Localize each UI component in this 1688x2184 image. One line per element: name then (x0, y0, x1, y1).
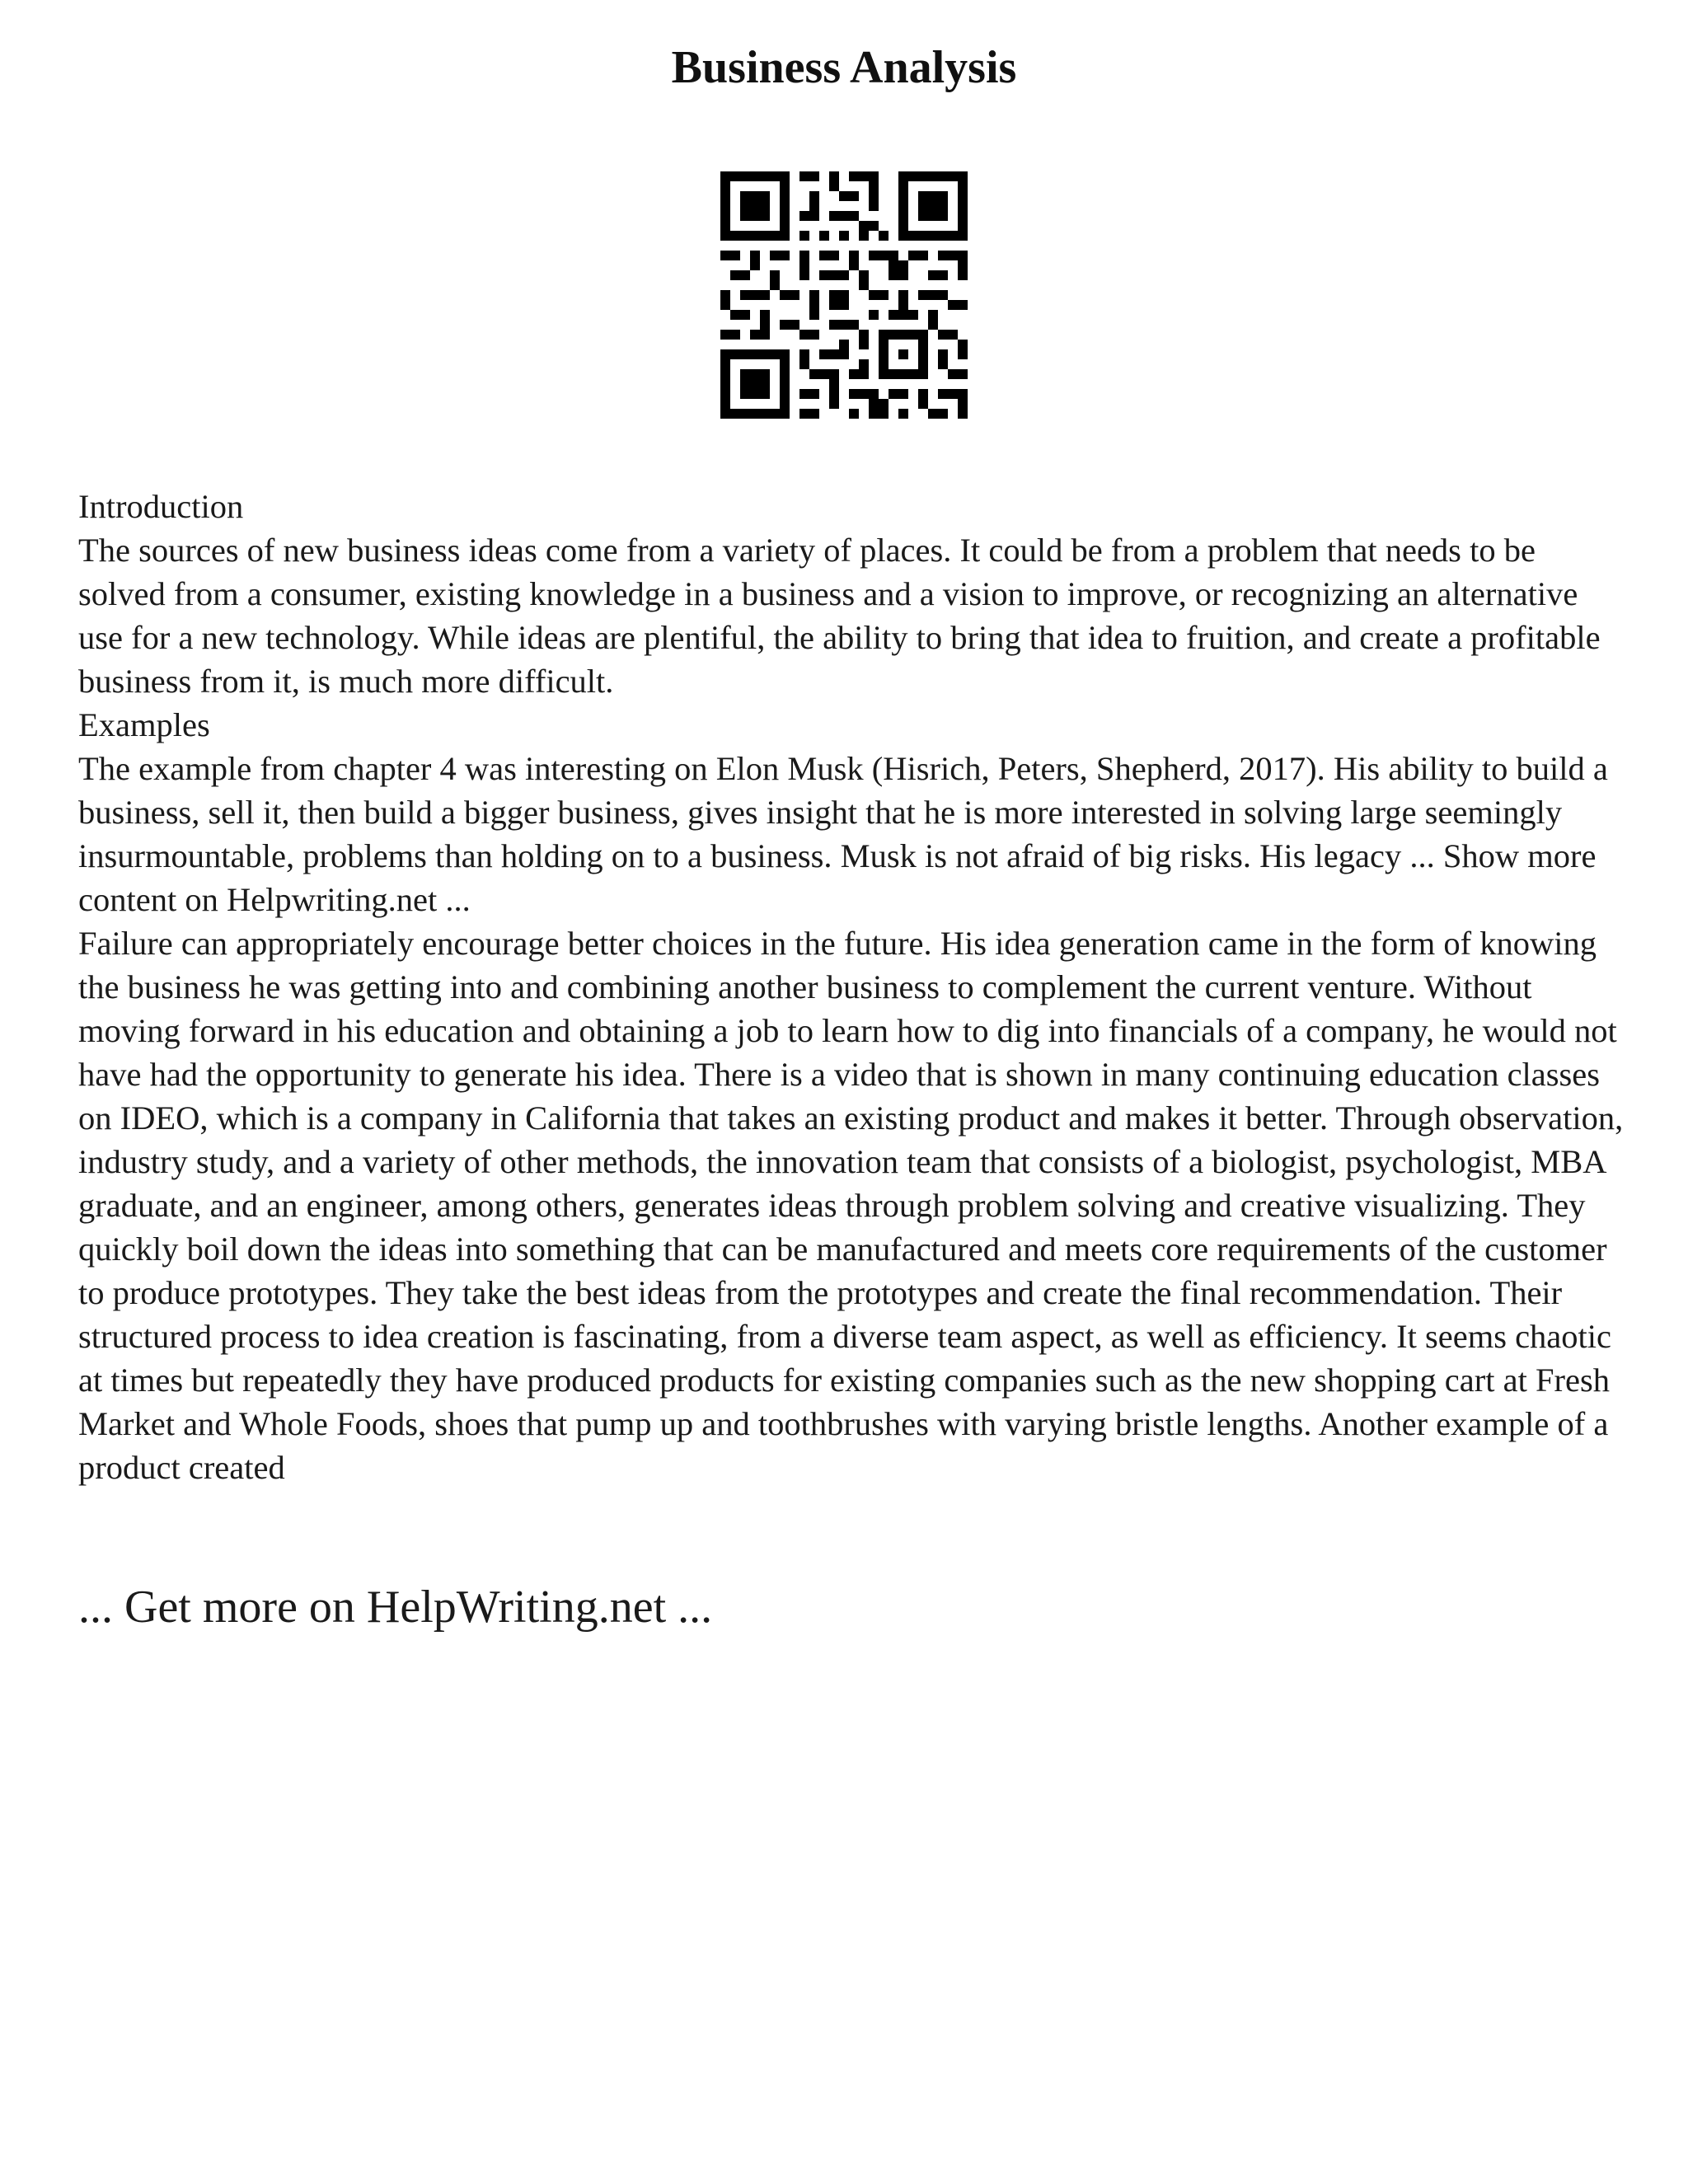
get-more-link[interactable]: ... Get more on HelpWriting.net ... (78, 1582, 713, 1633)
document-title: Business Analysis (671, 42, 1017, 93)
introduction-paragraph: The sources of new business ideas come from a variety of places. It could be from a problem that needs to be solved from a consumer, existing knowledge in a business and a vision to improve, or recognizing an alternative use for a new technology. While ideas are plentiful, the ability to bring that idea to fruition, and create a profitable business from it, is much more difficult. (78, 532, 1601, 700)
section-heading-introduction: Introduction (78, 488, 244, 525)
failure-paragraph: Failure can appropriately encourage better choices in the future. His idea generation came in the form of knowing the business he was getting into and combining another business to complement the current venture. Without moving forward in his education and obtaining a job to learn how to dig into financials of a company, he would not have had the opportunity to generate his idea. There is a video that is shown in many continuing education classes on IDEO, which is a company in California that takes an existing product and makes it better. Through observation, industry study, and a variety of other methods, the innovation team that consists of a biologist, psychologist, MBA graduate, and an engineer, among others, generates ideas through problem solving and creative visualizing. They quickly boil down the ideas into something that can be manufactured and meets core requirements of the customer to produce prototypes. They take the best ideas from the prototypes and create the final recommendation. Their structured process to idea creation is fascinating, from a diverse team aspect, as well as efficiency. It seems chaotic at times but repeatedly they have produced products for existing companies such as the new shopping cart at Fresh Market and Whole Foods, shoes that pump up and toothbrushes with varying bristle lengths. Another example of a product created (78, 925, 1624, 1486)
examples-paragraph: The example from chapter 4 was interesting on Elon Musk (Hisrich, Peters, Shepherd, 2017). His ability to build a business, sell it, then build a bigger business, gives insight that he is more interested in solving large seemingly insurmountable, problems than holding on to a business. Musk is not afraid of big risks. His legacy ... Show more content on Helpwriting.net ... (78, 750, 1608, 918)
qr-code-icon (720, 171, 968, 419)
section-heading-examples: Examples (78, 706, 210, 743)
document-body (78, 485, 1628, 1489)
